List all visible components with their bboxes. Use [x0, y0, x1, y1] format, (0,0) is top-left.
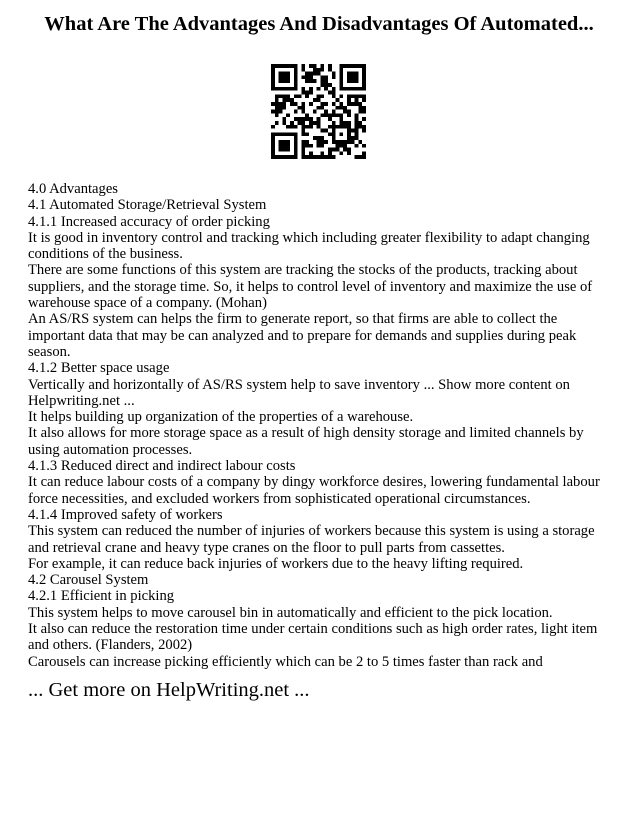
section-heading: 4.1.2 Better space usage — [28, 360, 170, 377]
body-paragraph: This system can reduced the number of injuries of workers because this system is using a storage and retrieval crane and heavy type cranes on the floor to pull parts from cassettes. — [28, 523, 595, 556]
body-paragraph: Carousels can increase picking efficiently which can be 2 to 5 times faster than rack and — [28, 653, 543, 670]
document-title: What Are The Advantages And Disadvantages Of Automated... — [44, 13, 594, 35]
section-heading: 4.0 Advantages — [28, 181, 118, 197]
body-paragraph: It helps building up organization of the properties of a warehouse. — [28, 409, 414, 426]
section-heading: 4.2.1 Efficient in picking — [28, 588, 175, 605]
body-paragraph: It is good in inventory control and tracking which including greater flexibility to adapt changing conditions of the business. — [28, 229, 590, 263]
section-heading: 4.1.3 Reduced direct and indirect labour costs — [28, 458, 296, 475]
section-heading: 4.1.1 Increased accuracy of order picking — [28, 213, 270, 230]
body-paragraph: It also allows for more storage space as a result of high density storage and limited channels by using automation processes. — [28, 425, 584, 458]
body-paragraph: An AS/RS system can helps the firm to generate report, so that firms are able to collect the important data that may be can analyzed and to prepare for demands and supplies during peak season. — [28, 311, 577, 360]
body-paragraph: This system helps to move carousel bin in automatically and efficient to the pick location. — [28, 604, 553, 621]
section-heading: 4.1 Automated Storage/Retrieval System — [28, 197, 267, 214]
get-more-link[interactable]: ... Get more on HelpWriting.net ... — [28, 679, 310, 701]
body-paragraph: Vertically and horizontally of AS/RS system help to save inventory ... Show more content on Helpwriting.net ... — [28, 376, 570, 409]
body-paragraph: It also can reduce the restoration time under certain conditions such as high order rates, light item and others. (Flanders, 2002) — [28, 621, 598, 654]
body-paragraph: There are some functions of this system are tracking the stocks of the products, tracking about suppliers, and the storage time. So, it helps to control level of inventory and maximize the use of warehouse space of a company. (Mohan) — [28, 262, 593, 312]
qr-code-icon — [271, 64, 366, 159]
document-body — [28, 181, 610, 670]
section-heading: 4.1.4 Improved safety of workers — [28, 506, 223, 523]
section-heading: 4.2 Carousel System — [28, 572, 149, 589]
body-paragraph: It can reduce labour costs of a company by dingy workforce desires, lowering fundamental labour force necessities, and excluded workers from sophisticated operational circumstances. — [28, 474, 600, 507]
body-paragraph: For example, it can reduce back injuries of workers due to the heavy lifting required. — [28, 555, 524, 572]
